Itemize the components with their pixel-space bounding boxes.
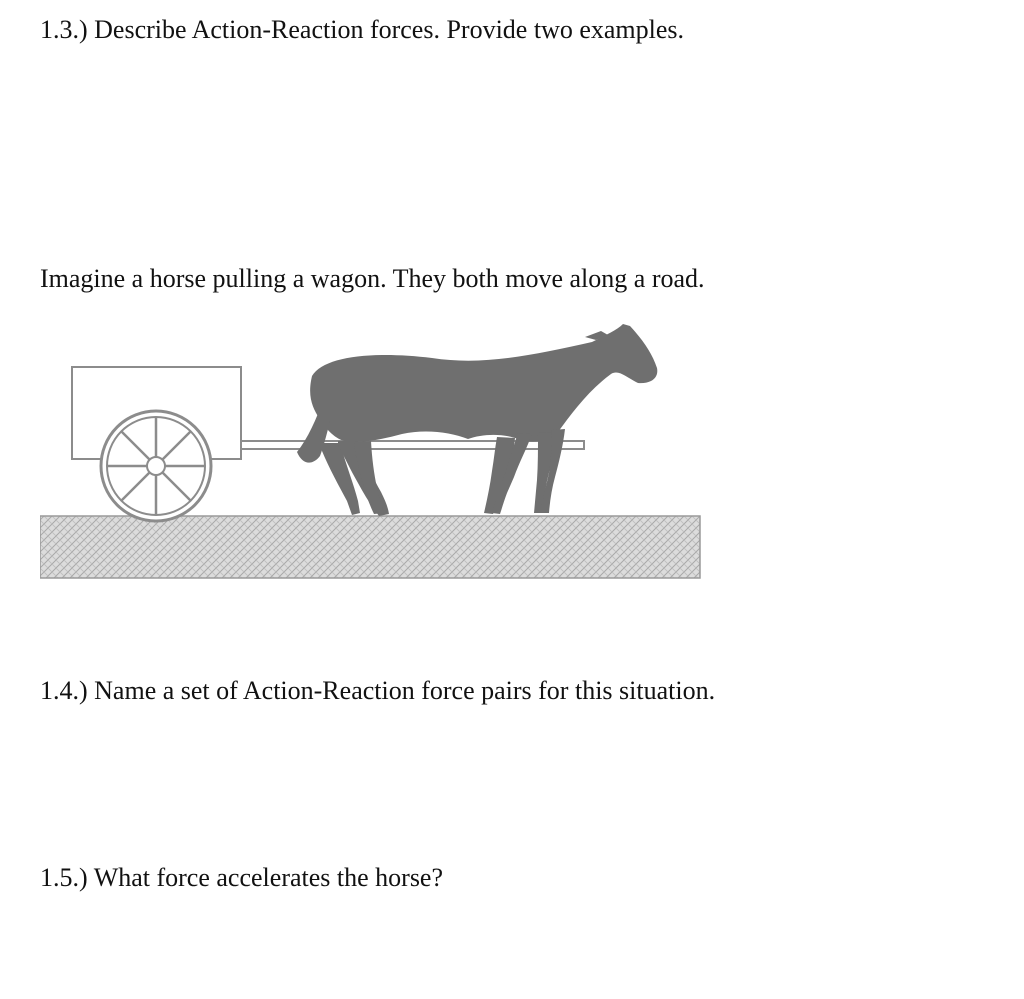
question-1-3: 1.3.) Describe Action-Reaction forces. Provide two examples. (40, 15, 685, 44)
scenario-text: Imagine a horse pulling a wagon. They both move along a road. (40, 264, 705, 293)
horse-wagon-figure (40, 320, 704, 582)
horse-wagon-illustration (40, 320, 704, 582)
road (40, 516, 700, 578)
question-1-5: 1.5.) What force accelerates the horse? (40, 863, 444, 892)
question-1-4: 1.4.) Name a set of Action-Reaction force pairs for this situation. (40, 676, 716, 705)
wagon-wheel (101, 411, 211, 521)
wagon-shaft (241, 441, 584, 449)
